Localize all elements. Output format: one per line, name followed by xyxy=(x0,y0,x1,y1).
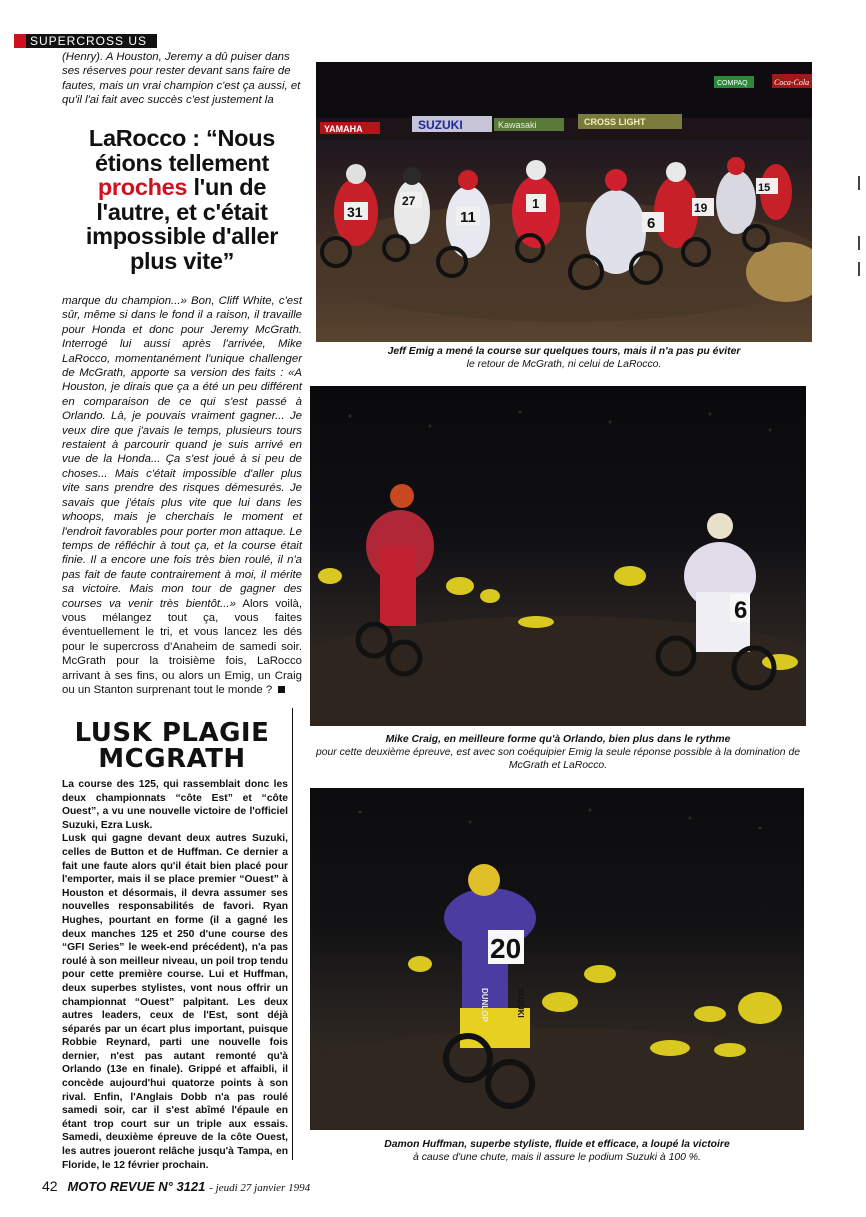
magazine-issue: MOTO REVUE N° 3121 xyxy=(67,1179,206,1194)
kicker-marker xyxy=(14,34,26,48)
intro-paragraph: (Henry). A Houston, Jeremy a dû puiser dans ses réserves pour rester devant sans faire de fautes, mais un vrai champion c'est ça aussi, et qu'il l'ai fait avec succès c'est justement la xyxy=(62,51,301,107)
banner-label: Kawasaki xyxy=(498,120,537,130)
body-lead: marque du champion...» Bon, Cliff White, c'est sûr, même si dans le fond il a raison, il travaille pour Honda et donc pour Jeremy McGrath. Interrogé lui aussi après l'arrivée, Mike LaRocco, momentanément l'unique challenger de McGrath, apporte sa version des faits : xyxy=(62,295,302,380)
number-plate-label: 6 xyxy=(647,215,656,232)
pull-quote xyxy=(62,126,302,273)
caption-text: le retour de McGrath, ni celui de LaRocco. xyxy=(466,359,662,370)
fork-label: DUNLOP xyxy=(480,988,489,1022)
number-plate-label: 15 xyxy=(758,182,771,194)
issue-date: - jeudi 27 janvier 1994 xyxy=(209,1182,311,1194)
body-conclusion: Alors voilà, vous mélangez tout ça, vous faites éventuellement le tri, et vous lancez les dés pour le supercross d'Anaheim de samedi soir. McGrath pour la troisième fois, LaRocco arrivant à ses fins, ou alors un Emig, un Craig ou un Stanton surprenant tout le monde ? xyxy=(62,597,302,696)
banner-label: CROSS LIGHT xyxy=(584,117,646,127)
caption-lead: Damon Huffman, superbe styliste, fluide et efficace, a loupé la victoire xyxy=(384,1139,730,1150)
number-plate-label: 27 xyxy=(402,194,416,208)
end-mark xyxy=(278,686,285,693)
caption-text: à cause d'une chute, mais il assure le podium Suzuki à 100 %. xyxy=(413,1152,701,1163)
caption-lead: Mike Craig, en meilleure forme qu'à Orlando, bien plus dans le rythme xyxy=(385,734,731,745)
number-plate-label: 1 xyxy=(532,196,540,211)
caption-lead: Jeff Emig a mené la course sur quelques tours, mais il n'a pas pu éviter xyxy=(387,346,741,357)
page-number: 42 xyxy=(42,1178,58,1194)
photo-mike-craig xyxy=(310,386,806,726)
box-title: LUSK PLAGIE MCGRATH xyxy=(74,718,270,774)
photo-damon-huffman xyxy=(310,788,804,1130)
photo-caption xyxy=(310,1138,804,1164)
pull-quote-end: l'un de l'autre, et c'était impossible d'aller plus vite” xyxy=(85,174,279,274)
pull-quote-start: LaRocco : “Nous étions tellement xyxy=(88,125,276,176)
photo-caption xyxy=(316,345,812,371)
photo-race-start-illustration xyxy=(316,62,812,342)
kicker-label: SUPERCROSS US xyxy=(30,34,148,48)
page-footer xyxy=(42,1178,310,1196)
edge-mark xyxy=(858,236,860,250)
number-plate-label: 20 xyxy=(490,933,522,964)
photo-damon-huffman-illustration xyxy=(310,788,804,1130)
number-plate-label: 19 xyxy=(694,201,708,215)
box-body xyxy=(62,778,288,1172)
banner-label: COMPAQ xyxy=(717,80,748,87)
section-kicker xyxy=(14,34,157,48)
fork-label: SUZUKI xyxy=(516,988,525,1018)
number-plate-label: 11 xyxy=(460,209,476,226)
photo-race-start xyxy=(316,62,812,342)
edge-mark xyxy=(858,262,860,276)
photo-caption xyxy=(300,733,816,772)
rider-quote: «A Houston, je dirais que ça a été un peu différent en comparaison de ce qui s'est passé à Orlando. Là, je pouvais vraiment gagner... Je veux dire que j'avais le temps, plusieurs tours restaient à parcourir quand je suis arrivé en vue de la Honda... Ça s'est joué à si peu de choses... Mais c'était impossible d'aller plus vite sans prendre des risques démesurés. Je savais que j'étais plus vite que lui dans les whoops, mais je cherchais le moment et l'endroit favorables pour porter mon attaque. Le temps de réfléchir à tout ça, et la course était finie. Il a encore une fois très bien roulé, il n'a pas fait de faute contrairement à moi, il mérite sa victoire. Mais mon tour de gagner des courses va venir très bientôt...» xyxy=(62,367,302,610)
box-paragraph: La course des 125, qui rassemblait donc les deux championnats “côte Est” et “côte Ouest”, a vu une nouvelle victoire de l'officiel Suzuki, Ezra Lusk. xyxy=(62,779,288,831)
number-plate-label: 31 xyxy=(347,204,363,220)
pull-quote-highlight: proches xyxy=(97,174,188,200)
photo-mike-craig-illustration xyxy=(310,386,806,726)
article-body xyxy=(62,294,302,697)
box-rule xyxy=(292,708,293,1160)
body-paragraph xyxy=(62,294,302,697)
banner-label: YAMAHA xyxy=(324,124,363,134)
edge-mark xyxy=(858,176,860,190)
caption-text: pour cette deuxième épreuve, est avec son coéquipier Emig la seule réponse possible à la domination de McGrath et LaRocco. xyxy=(315,747,801,771)
number-plate-label: 6 xyxy=(734,597,748,624)
banner-label: SUZUKI xyxy=(418,118,463,132)
box-paragraph: Lusk qui gagne devant deux autres Suzuki, celles de Button et de Huffman. Ce dernier a fait une faute alors qu'il était bien placé pour l'emporter, mais il se place premier “Ouest” à Houston et désormais, il devra assumer ses nouvelles responsabilités de favori. Ryan Hughes, pourtant en forme (il a gagné les deux manches 125 et 250 d'une course des “GFI Series” le week-end précédent), n'a pas roulé à son meilleur niveau, un poil trop tendu pour cette première course. Lui et Huffman, deux superbes stylistes, vont nous offrir un championnat “Ouest” palpitant. Les deux autres leaders, ceux de l'Est, sont déjà séparés par un écart plus important, puisque Robbie Reynard, parti une nouvelle fois dernier, n'est pas autant remonté qu'à Orlando (13e en finale). Grippé et affaibli, il concède aujourd'hui quatorze points à son rival. Enfin, l'Anglais Dobb n'a pas roulé samedi soir, car il s'est abîmé l'épaule en étant trop court sur un triple aux essais. Samedi, deuxième épreuve de la côte Ouest, les autres joueront relâche jusqu'à Tampa, en Floride, le 12 février prochain. xyxy=(62,833,288,1171)
banner-label: Coca-Cola xyxy=(774,78,810,87)
